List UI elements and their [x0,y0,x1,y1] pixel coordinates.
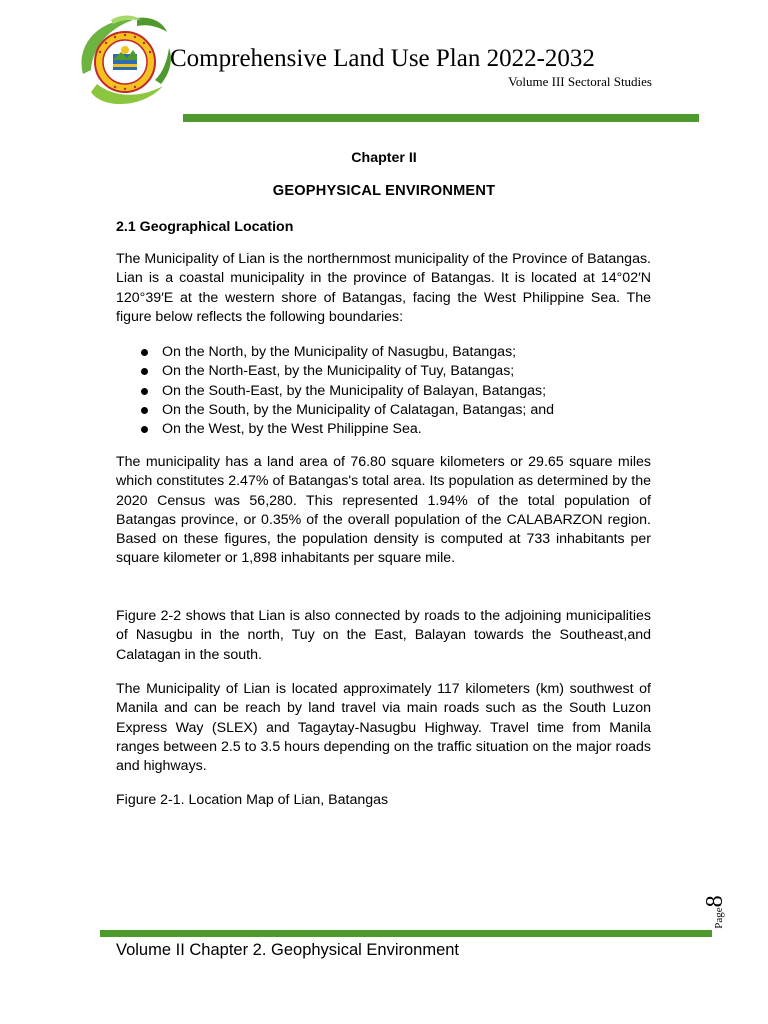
boundary-item-south: On the South, by the Municipality of Calatagan, Batangas; and [138,401,658,420]
document-title: Comprehensive Land Use Plan 2022-2032 [170,45,595,72]
footer-text: Volume II Chapter 2. Geophysical Environment [116,941,460,959]
header-divider [183,114,699,122]
boundary-item-north: On the North, by the Municipality of Nasugbu, Batangas; [138,343,658,362]
boundaries-list [138,343,658,439]
boundary-item-north-east: On the North-East, by the Municipality of Tuy, Batangas; [138,362,658,381]
page-number-value: 8 [702,895,728,908]
paragraph-location: The Municipality of Lian is the northernmost municipality of the Province of Batangas. Lian is a coastal municipality in the province of Batangas. It is located at 14°02′N 120°39′E at the western shore of Batangas, facing the West Philippine Sea. The figure below reflects the following boundaries: [116,251,651,325]
paragraph-road-connections: Figure 2-2 shows that Lian is also connected by roads to the adjoining municipalities of Nasugbu in the north, Tuy on the East, Balayan towards the Southeast,and Calatagan in the south. [116,608,651,663]
document-volume-subtitle: Volume III Sectoral Studies [508,74,652,89]
municipal-seal-logo [71,14,175,110]
footer-divider [100,930,712,937]
paragraph-land-area-population: The municipality has a land area of 76.80 square kilometers or 29.65 square miles which constitutes 2.47% of Batangas's total area. Its population as determined by the 2020 Census was 56,280. This represented 1.94% of the total population of Batangas province, or 0.35% of the overall population of the CALABARZON region. Based on these figures, the population density is computed at 733 inhabitants per square kilometer or 1,898 inhabitants per square mile. [116,454,651,567]
chapter-title: GEOPHYSICAL ENVIRONMENT [272,183,496,199]
boundary-item-west: On the West, by the West Philippine Sea. [138,420,658,439]
figure-caption: Figure 2-1. Location Map of Lian, Batangas [116,792,389,808]
page-label: Page [713,907,725,929]
paragraph-distance-from-manila: The Municipality of Lian is located approximately 117 kilometers (km) southwest of Manila and can be reach by land travel via main roads such as the South Luzon Express Way (SLEX) and Tagaytay-Nasugbu Highway. Travel time from Manila ranges between 2.5 to 3.5 hours depending on the traffic situation on the major roads and highways. [116,681,651,775]
section-heading: 2.1 Geographical Location [116,219,294,235]
boundary-item-south-east: On the South-East, by the Municipality of Balayan, Batangas; [138,382,658,401]
chapter-label: Chapter II [351,150,417,166]
